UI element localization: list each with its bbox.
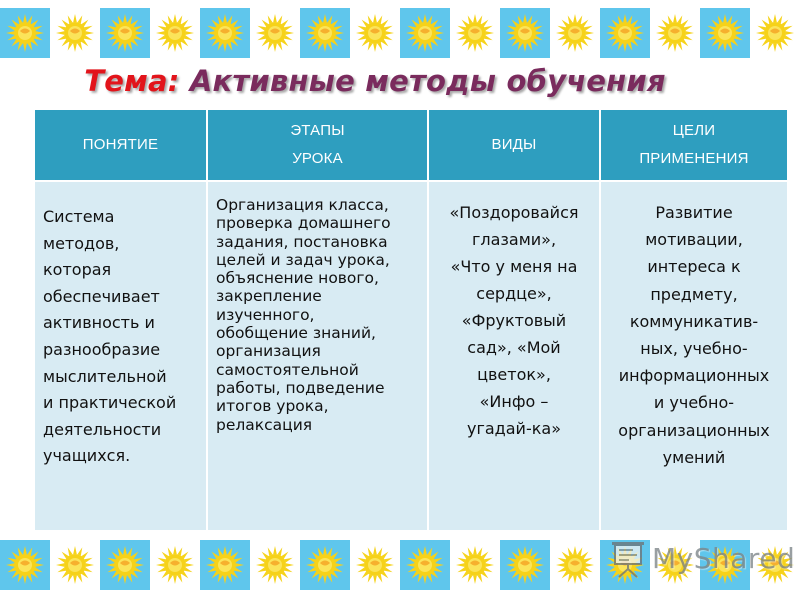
cell-line: объяснение нового,	[216, 269, 379, 288]
border-tile	[400, 8, 450, 58]
sun-icon	[555, 545, 595, 585]
border-tile	[350, 540, 400, 590]
cell-concept	[35, 182, 206, 530]
sun-icon	[155, 13, 195, 53]
cell-line: сад», «Мой	[467, 338, 561, 357]
cell-line: цветок»,	[477, 365, 551, 384]
cell-lesson-stages	[208, 182, 427, 530]
cell-line: глазами»,	[471, 230, 557, 249]
border-tile	[100, 8, 150, 58]
cell-line: сердце»,	[476, 284, 552, 303]
border-tile	[200, 8, 250, 58]
watermark-text: MyShared	[652, 541, 796, 575]
top-sun-border	[0, 8, 800, 58]
sun-icon	[5, 13, 45, 53]
header-concept	[35, 110, 206, 180]
cell-line: разнообразие	[43, 339, 161, 359]
border-tile	[50, 540, 100, 590]
header-lesson-stages	[208, 110, 427, 180]
border-tile	[50, 8, 100, 58]
sun-icon	[655, 13, 695, 53]
sun-icon	[205, 545, 245, 585]
header-line: ПОНЯТИЕ	[82, 136, 159, 153]
border-tile	[600, 8, 650, 58]
cell-line: предмету,	[650, 284, 738, 304]
sun-icon	[55, 545, 95, 585]
sun-icon	[405, 13, 445, 53]
cell-line: изученного,	[216, 305, 315, 324]
cell-line: и практической	[43, 393, 177, 413]
sun-icon	[355, 13, 395, 53]
border-tile	[550, 8, 600, 58]
sun-icon	[105, 13, 145, 53]
sun-icon	[55, 13, 95, 53]
sun-icon	[305, 13, 345, 53]
border-tile	[150, 540, 200, 590]
sun-icon	[355, 545, 395, 585]
cell-line: коммуникатив-	[629, 311, 759, 331]
cell-line: угадай-ка»	[467, 419, 561, 438]
cell-line: деятельности	[43, 419, 162, 439]
border-tile	[550, 540, 600, 590]
sun-icon	[455, 545, 495, 585]
cell-line: Развитие	[655, 203, 733, 222]
sun-icon	[755, 13, 795, 53]
sun-icon	[255, 545, 295, 585]
border-tile	[500, 540, 550, 590]
cell-line: организационных	[618, 420, 770, 440]
sun-icon	[555, 13, 595, 53]
header-line: ЦЕЛИ	[672, 122, 716, 139]
cell-line: самостоятельной	[216, 360, 359, 379]
cell-line: которая	[43, 260, 112, 280]
sun-icon	[155, 545, 195, 585]
cell-goals	[601, 182, 787, 530]
sun-icon	[455, 13, 495, 53]
border-tile	[200, 540, 250, 590]
sun-icon	[5, 545, 45, 585]
border-tile	[350, 8, 400, 58]
cell-line: учащихся.	[43, 446, 131, 466]
sun-icon	[105, 545, 145, 585]
border-tile	[250, 540, 300, 590]
sun-icon	[505, 545, 545, 585]
header-goals	[601, 110, 787, 180]
border-tile	[450, 540, 500, 590]
border-tile	[750, 8, 800, 58]
header-types	[429, 110, 599, 180]
projector-screen-icon	[610, 538, 646, 578]
cell-line: итогов урока,	[216, 397, 329, 416]
border-tile	[500, 8, 550, 58]
cell-line: целей и задач урока,	[216, 250, 390, 269]
sun-icon	[405, 545, 445, 585]
cell-line: организация	[216, 342, 321, 361]
sun-icon	[255, 13, 295, 53]
cell-line: мотивации,	[645, 230, 743, 250]
cell-line: работы, подведение	[216, 378, 385, 397]
cell-line: закрепление	[216, 287, 322, 306]
cell-line: активность и	[43, 313, 155, 333]
border-tile	[700, 8, 750, 58]
cell-line: «Поздоровайся	[449, 203, 579, 222]
cell-line: информационных	[618, 366, 770, 386]
title-main: Активные методы обучения	[189, 64, 666, 98]
sun-icon	[505, 13, 545, 53]
border-tile	[100, 540, 150, 590]
sun-icon	[205, 13, 245, 53]
border-tile	[250, 8, 300, 58]
cell-line: обобщение знаний,	[216, 324, 376, 343]
cell-line: интереса к	[647, 257, 741, 277]
border-tile	[400, 540, 450, 590]
cell-line: «Что у меня на	[450, 257, 578, 276]
cell-line: «Инфо –	[479, 392, 549, 411]
cell-line: «Фруктовый	[461, 311, 567, 330]
header-line: ЭТАПЫ	[290, 122, 345, 139]
title-prefix: Тема:	[84, 64, 180, 98]
border-tile	[0, 8, 50, 58]
slide-title	[0, 64, 750, 98]
border-tile	[0, 540, 50, 590]
cell-line: задания, постановка	[216, 232, 388, 251]
border-tile	[650, 8, 700, 58]
cell-line: релаксация	[216, 415, 313, 434]
cell-line: обеспечивает	[43, 286, 160, 306]
cell-types	[429, 182, 599, 530]
cell-line: проверка домашнего	[216, 214, 391, 233]
sun-icon	[605, 13, 645, 53]
border-tile	[300, 8, 350, 58]
cell-line: Организация класса,	[216, 196, 389, 214]
border-tile	[300, 540, 350, 590]
cell-line: методов,	[43, 233, 120, 253]
header-line: ПРИМЕНЕНИЯ	[639, 150, 749, 167]
cell-line: и учебно-	[653, 393, 735, 413]
header-line: УРОКА	[292, 150, 343, 167]
header-line: ВИДЫ	[491, 136, 537, 153]
border-tile	[450, 8, 500, 58]
cell-line: ных, учебно-	[640, 339, 748, 359]
sun-icon	[305, 545, 345, 585]
cell-line: Система	[43, 207, 115, 226]
border-tile	[150, 8, 200, 58]
cell-line: умений	[662, 447, 726, 467]
watermark	[610, 538, 795, 578]
cell-line: мыслительной	[43, 366, 167, 386]
methods-table	[35, 110, 785, 528]
sun-icon	[705, 13, 745, 53]
